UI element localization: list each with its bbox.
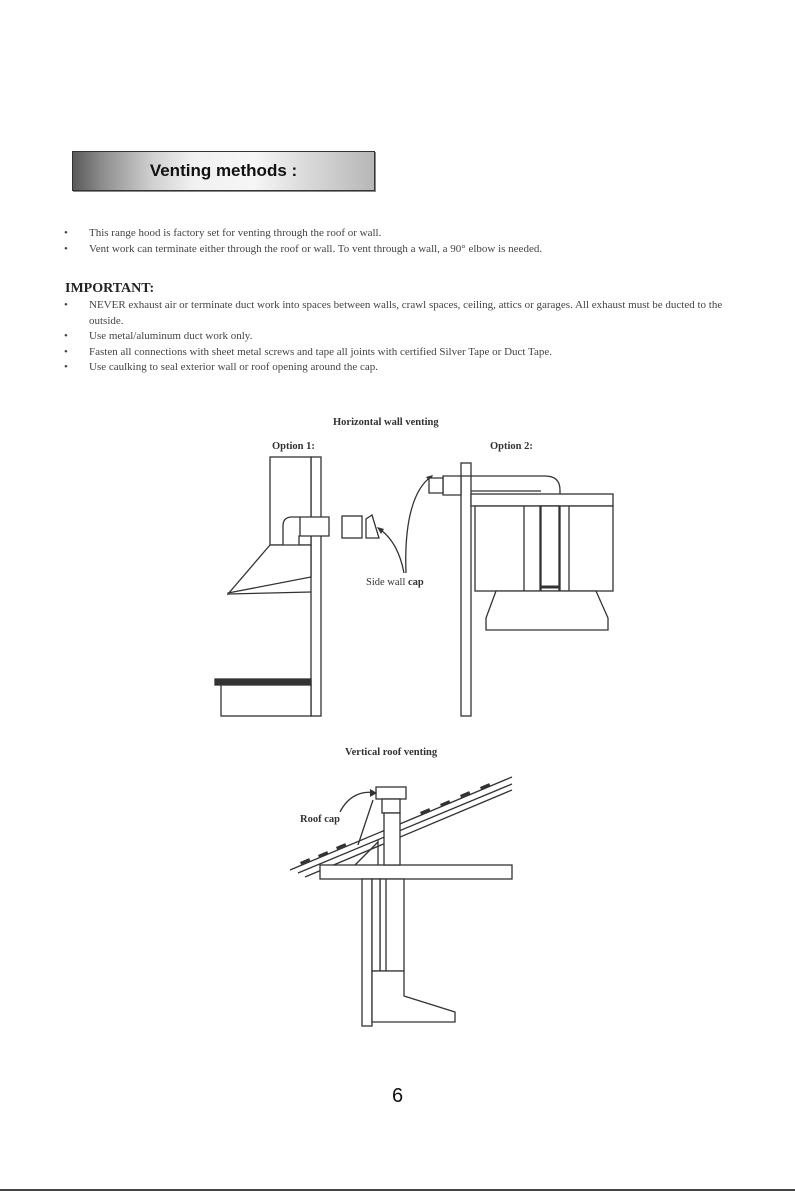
list-item: • NEVER exhaust air or terminate duct work into spaces between walls, crawl spaces, ceiling, attics or garages. All exhaust must be ducted to the outside. <box>64 298 724 329</box>
list-item: • Vent work can terminate either through the roof or wall. To vent through a wall, a 90° elbow is needed. <box>64 242 724 258</box>
important-heading: IMPORTANT: <box>65 281 155 296</box>
section-title: Venting methods : <box>149 161 298 180</box>
side-wall-cap-text: Side wall <box>366 577 406 588</box>
list-item: • Use caulking to seal exterior wall or roof opening around the cap. <box>64 360 724 376</box>
bottom-rule <box>0 1189 795 1191</box>
vertical-diagram-title: Vertical roof venting <box>345 747 438 758</box>
list-item: • Use metal/aluminum duct work only. <box>64 329 724 345</box>
option-1-label: Option 1: <box>272 441 315 452</box>
side-wall-cap-bold: cap <box>408 577 424 588</box>
list-item: • This range hood is factory set for venting through the roof or wall. <box>64 226 724 242</box>
option-2-label: Option 2: <box>490 441 533 452</box>
page-number: 6 <box>391 1085 404 1107</box>
horizontal-diagram-title: Horizontal wall venting <box>333 417 439 428</box>
roof-cap-label: Roof cap <box>300 814 340 825</box>
list-item: • Fasten all connections with sheet metal screws and tape all joints with certified Silver Tape or Duct Tape. <box>64 345 724 361</box>
